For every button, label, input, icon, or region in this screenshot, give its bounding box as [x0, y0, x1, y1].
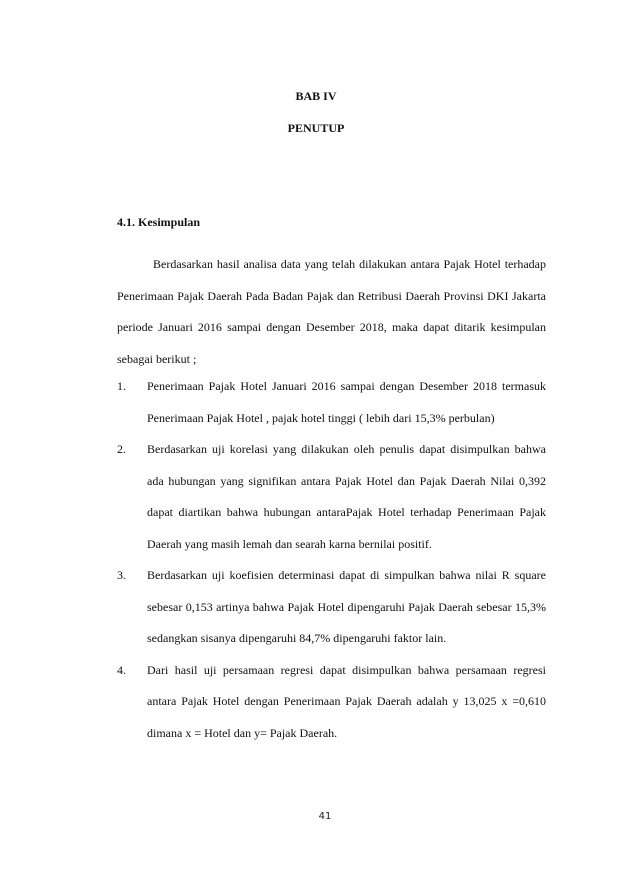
list-item — [117, 371, 546, 434]
list-item-text: Berdasarkan uji korelasi yang dilakukan oleh penulis dapat disimpulkan bahwa ada hubungan yang signifikan antara Pajak Hotel dan Pajak Daerah Nilai 0,392 dapat diartikan bahwa hubungan antaraPajak Hotel terhadap Penerimaan Pajak Daerah yang masih lemah dan searah karna bernilai positif. — [147, 442, 546, 551]
list-item-text: Dari hasil uji persamaan regresi dapat disimpulkan bahwa persamaan regresi antara Pajak Hotel dengan Penerimaan Pajak Daerah adalah y 13,025 x =0,610 dimana x = Hotel dan y= Pajak Daerah. — [147, 662, 546, 740]
list-item-number: 2. — [117, 442, 126, 456]
page-number: 41 — [318, 811, 332, 822]
list-item-number: 1. — [117, 379, 126, 393]
chapter-title: PENUTUP — [287, 121, 345, 135]
list-item — [117, 560, 546, 655]
intro-paragraph: Berdasarkan hasil analisa data yang telah dilakukan antara Pajak Hotel terhadap Penerimaan Pajak Daerah Pada Badan Pajak dan Retribusi Daerah Provinsi DKI Jakarta periode Januari 2016 sampai dengan Desember 2018, maka dapat ditarik kesimpulan sebagai berikut ; — [117, 257, 546, 366]
list-item-text: Berdasarkan uji koefisien determinasi dapat di simpulkan bahwa nilai R square sebesar 0,153 artinya bahwa Pajak Hotel dipengaruhi Pajak Daerah sebesar 15,3% sedangkan sisanya dipengaruhi 84,7% dipengaruhi faktor lain. — [147, 568, 546, 645]
list-item — [117, 655, 546, 750]
list-item-number: 4. — [117, 662, 126, 677]
section-heading: 4.1. Kesimpulan — [117, 215, 201, 229]
list-item-text: Penerimaan Pajak Hotel Januari 2016 sampai dengan Desember 2018 termasuk Penerimaan Pajak Hotel , pajak hotel tinggi ( lebih dari 15,3% perbulan) — [147, 379, 546, 425]
list-item — [117, 434, 546, 560]
chapter-number: BAB IV — [295, 89, 337, 103]
conclusion-list — [117, 371, 546, 749]
list-item-number: 3. — [117, 568, 126, 582]
